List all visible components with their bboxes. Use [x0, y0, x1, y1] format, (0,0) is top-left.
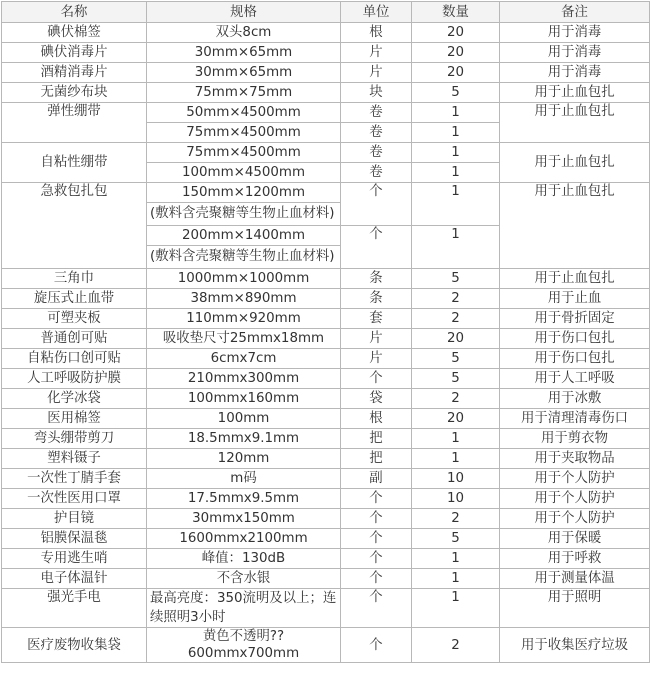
- cell-qty: 5: [412, 269, 500, 289]
- cell-spec: 1000mm×1000mm: [147, 269, 341, 289]
- cell-name: 弯头绷带剪刀: [2, 429, 147, 449]
- cell-name: 塑料镊子: [2, 449, 147, 469]
- cell-spec-material: (敷料含壳聚糖等生物止血材料): [147, 246, 341, 269]
- cell-spec: 150mm×1200mm: [147, 183, 341, 203]
- cell-note: 用于个人防护: [500, 509, 650, 529]
- cell-note: 用于止血: [500, 289, 650, 309]
- cell-unit: 个: [341, 369, 412, 389]
- table-row: [2, 389, 650, 409]
- cell-name: 无菌纱布块: [2, 83, 147, 103]
- cell-unit: 根: [341, 409, 412, 429]
- cell-qty: 2: [412, 389, 500, 409]
- table-row: [2, 489, 650, 509]
- cell-name: 一次性医用口罩: [2, 489, 147, 509]
- cell-qty: 1: [412, 549, 500, 569]
- table-row: [2, 309, 650, 329]
- cell-unit: 个: [341, 589, 412, 628]
- table-row: [2, 469, 650, 489]
- header-qty: 数量: [412, 2, 500, 23]
- cell-note: 用于伤口包扎: [500, 349, 650, 369]
- table-row: [2, 449, 650, 469]
- cell-name: 铝膜保温毯: [2, 529, 147, 549]
- cell-spec: 6cmx7cm: [147, 349, 341, 369]
- table-row: [2, 589, 650, 628]
- table-row: [2, 103, 650, 123]
- cell-qty: 5: [412, 529, 500, 549]
- cell-qty: 20: [412, 43, 500, 63]
- cell-spec: m码: [147, 469, 341, 489]
- cell-unit: 卷: [341, 123, 412, 143]
- cell-spec: 吸收垫尺寸25mmx18mm: [147, 329, 341, 349]
- cell-qty: 1: [412, 123, 500, 143]
- table-row: [2, 23, 650, 43]
- cell-spec: 75mm×75mm: [147, 83, 341, 103]
- cell-spec: 100mm: [147, 409, 341, 429]
- cell-unit: 个: [341, 529, 412, 549]
- cell-unit: 卷: [341, 143, 412, 163]
- cell-note: 用于止血包扎: [500, 143, 650, 183]
- cell-qty: 1: [412, 569, 500, 589]
- header-note: 备注: [500, 2, 650, 23]
- cell-spec: 100mm×4500mm: [147, 163, 341, 183]
- cell-unit: 副: [341, 469, 412, 489]
- cell-note: 用于测量体温: [500, 569, 650, 589]
- cell-spec: 120mm: [147, 449, 341, 469]
- cell-qty: 1: [412, 143, 500, 163]
- cell-qty: 1: [412, 449, 500, 469]
- cell-unit: 套: [341, 309, 412, 329]
- cell-note: 用于收集医疗垃圾: [500, 628, 650, 663]
- cell-spec: 75mm×4500mm: [147, 123, 341, 143]
- cell-note: 用于消毒: [500, 23, 650, 43]
- cell-spec: 双头8cm: [147, 23, 341, 43]
- cell-name: 医疗废物收集袋: [2, 628, 147, 663]
- cell-qty: 20: [412, 409, 500, 429]
- table-row: [2, 83, 650, 103]
- cell-spec: 50mm×4500mm: [147, 103, 341, 123]
- cell-note: 用于呼救: [500, 549, 650, 569]
- cell-name: 专用逃生哨: [2, 549, 147, 569]
- cell-qty: 5: [412, 369, 500, 389]
- cell-unit: 片: [341, 329, 412, 349]
- header-row: [2, 2, 650, 23]
- header-unit: 单位: [341, 2, 412, 23]
- cell-spec: 黄色不透明??600mmx700mm: [147, 628, 341, 663]
- cell-unit: 袋: [341, 389, 412, 409]
- cell-name: 自粘性绷带: [2, 143, 147, 183]
- cell-note: 用于消毒: [500, 63, 650, 83]
- cell-qty: 2: [412, 628, 500, 663]
- cell-qty: 2: [412, 509, 500, 529]
- cell-spec: 30mm×65mm: [147, 43, 341, 63]
- cell-note: 用于止血包扎: [500, 183, 650, 269]
- cell-unit: 个: [341, 226, 412, 269]
- cell-note: 用于冰敷: [500, 389, 650, 409]
- cell-spec: 100mmx160mm: [147, 389, 341, 409]
- cell-note: 用于夹取物品: [500, 449, 650, 469]
- cell-unit: 把: [341, 429, 412, 449]
- cell-qty: 1: [412, 163, 500, 183]
- cell-spec: 75mm×4500mm: [147, 143, 341, 163]
- table-row: [2, 183, 650, 203]
- cell-unit: 个: [341, 628, 412, 663]
- cell-name: 三角巾: [2, 269, 147, 289]
- cell-spec: 210mmx300mm: [147, 369, 341, 389]
- cell-qty: 20: [412, 329, 500, 349]
- cell-qty: 20: [412, 23, 500, 43]
- cell-name: 弹性绷带: [2, 103, 147, 143]
- table-row: [2, 143, 650, 163]
- cell-note: 用于止血包扎: [500, 103, 650, 143]
- table-row: [2, 429, 650, 449]
- cell-unit: 根: [341, 23, 412, 43]
- cell-name: 可塑夹板: [2, 309, 147, 329]
- table-row: [2, 529, 650, 549]
- table-row: [2, 549, 650, 569]
- table-row: [2, 43, 650, 63]
- cell-qty: 2: [412, 309, 500, 329]
- cell-spec: 38mm×890mm: [147, 289, 341, 309]
- cell-note: 用于保暖: [500, 529, 650, 549]
- cell-spec: 30mmx150mm: [147, 509, 341, 529]
- first-aid-kit-table: [1, 1, 650, 663]
- cell-qty: 5: [412, 349, 500, 369]
- cell-unit: 条: [341, 289, 412, 309]
- header-spec: 规格: [147, 2, 341, 23]
- cell-unit: 卷: [341, 163, 412, 183]
- cell-spec: 最高亮度：350流明及以上；连续照明3小时: [147, 589, 341, 628]
- table-row: [2, 509, 650, 529]
- cell-spec: 18.5mmx9.1mm: [147, 429, 341, 449]
- cell-name: 普通创可贴: [2, 329, 147, 349]
- table-row: [2, 369, 650, 389]
- cell-note: 用于人工呼吸: [500, 369, 650, 389]
- cell-name: 碘伏棉签: [2, 23, 147, 43]
- cell-name: 强光手电: [2, 589, 147, 628]
- cell-qty: 1: [412, 226, 500, 269]
- cell-qty: 1: [412, 589, 500, 628]
- cell-unit: 个: [341, 569, 412, 589]
- cell-unit: 片: [341, 63, 412, 83]
- cell-note: 用于个人防护: [500, 469, 650, 489]
- cell-spec-material: (敷料含壳聚糖等生物止血材料): [147, 203, 341, 226]
- cell-qty: 5: [412, 83, 500, 103]
- cell-name: 化学冰袋: [2, 389, 147, 409]
- cell-unit: 条: [341, 269, 412, 289]
- cell-spec: 30mm×65mm: [147, 63, 341, 83]
- cell-spec: 峰值：130dB: [147, 549, 341, 569]
- header-name: 名称: [2, 2, 147, 23]
- cell-unit: 个: [341, 549, 412, 569]
- cell-note: 用于骨折固定: [500, 309, 650, 329]
- table-row: [2, 569, 650, 589]
- cell-qty: 1: [412, 103, 500, 123]
- cell-unit: 片: [341, 43, 412, 63]
- table-row: [2, 269, 650, 289]
- table-row: [2, 289, 650, 309]
- table-row: [2, 409, 650, 429]
- cell-qty: 10: [412, 469, 500, 489]
- cell-unit: 块: [341, 83, 412, 103]
- cell-note: 用于止血包扎: [500, 269, 650, 289]
- cell-qty: 1: [412, 183, 500, 226]
- cell-spec: 不含水银: [147, 569, 341, 589]
- cell-note: 用于剪衣物: [500, 429, 650, 449]
- cell-qty: 20: [412, 63, 500, 83]
- cell-unit: 个: [341, 489, 412, 509]
- cell-name: 医用棉签: [2, 409, 147, 429]
- cell-unit: 个: [341, 183, 412, 226]
- cell-name: 一次性丁腈手套: [2, 469, 147, 489]
- cell-unit: 卷: [341, 103, 412, 123]
- cell-unit: 片: [341, 349, 412, 369]
- cell-qty: 10: [412, 489, 500, 509]
- cell-spec: 1600mmx2100mm: [147, 529, 341, 549]
- table-row: [2, 329, 650, 349]
- cell-note: 用于照明: [500, 589, 650, 628]
- cell-name: 自粘伤口创可贴: [2, 349, 147, 369]
- cell-note: 用于止血包扎: [500, 83, 650, 103]
- table-row: [2, 628, 650, 663]
- cell-name: 电子体温针: [2, 569, 147, 589]
- cell-note: 用于消毒: [500, 43, 650, 63]
- cell-name: 人工呼吸防护膜: [2, 369, 147, 389]
- cell-name: 酒精消毒片: [2, 63, 147, 83]
- cell-unit: 把: [341, 449, 412, 469]
- cell-qty: 1: [412, 429, 500, 449]
- cell-name: 碘伏消毒片: [2, 43, 147, 63]
- cell-spec: 17.5mmx9.5mm: [147, 489, 341, 509]
- cell-name: 护目镜: [2, 509, 147, 529]
- cell-note: 用于清理清毒伤口: [500, 409, 650, 429]
- cell-note: 用于伤口包扎: [500, 329, 650, 349]
- cell-spec: 110mm×920mm: [147, 309, 341, 329]
- cell-qty: 2: [412, 289, 500, 309]
- cell-note: 用于个人防护: [500, 489, 650, 509]
- cell-spec: 200mm×1400mm: [147, 226, 341, 246]
- cell-unit: 个: [341, 509, 412, 529]
- cell-name: 旋压式止血带: [2, 289, 147, 309]
- table-row: [2, 63, 650, 83]
- cell-name: 急救包扎包: [2, 183, 147, 269]
- table-row: [2, 349, 650, 369]
